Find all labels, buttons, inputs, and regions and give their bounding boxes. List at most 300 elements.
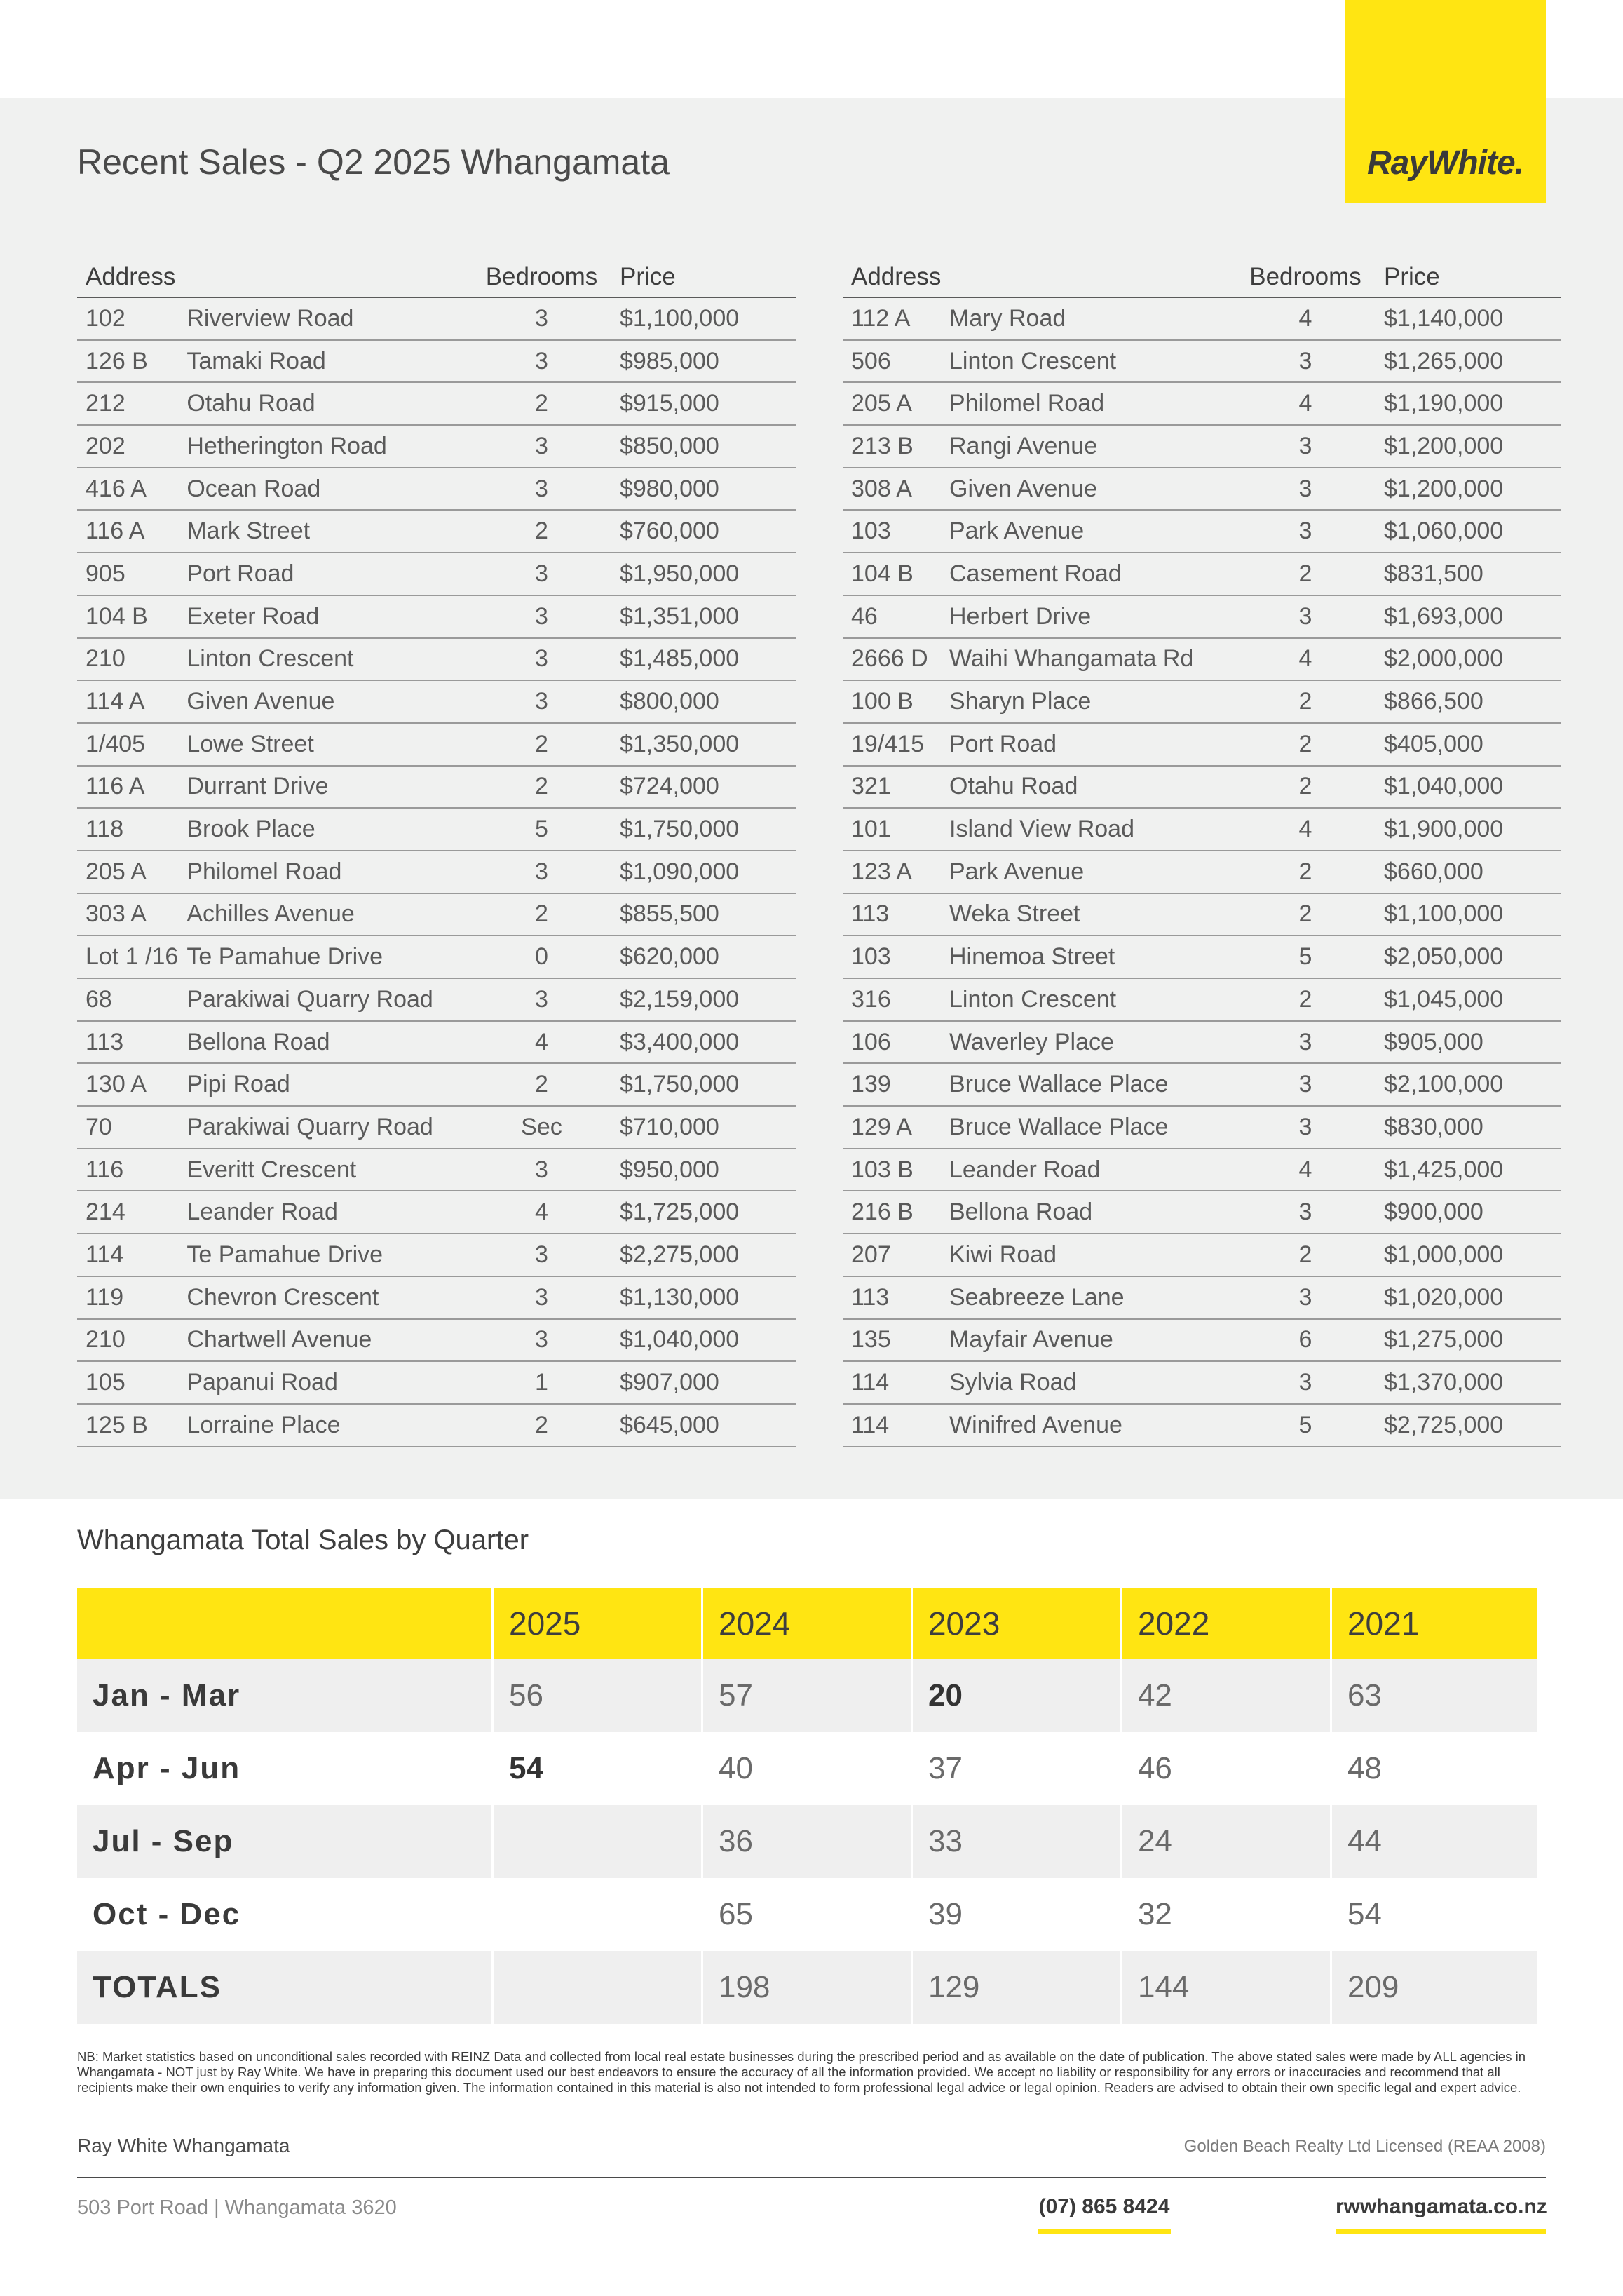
table-row	[843, 808, 1561, 851]
price-cell: $2,725,000	[1376, 1404, 1561, 1447]
bedrooms-cell: 4	[1235, 382, 1376, 425]
quarter-value-cell: 48	[1347, 1751, 1382, 1785]
table-row	[843, 595, 1561, 638]
address-number-cell: 104 B	[77, 595, 178, 638]
table-row	[77, 1021, 796, 1064]
bedrooms-cell: 3	[1235, 1361, 1376, 1404]
table-row	[77, 766, 796, 809]
quarter-value-cell: 33	[913, 1805, 1122, 1878]
price-cell: $831,500	[1376, 553, 1561, 595]
street-name-cell: Hetherington Road	[178, 425, 472, 468]
address-number-cell: 19/415	[843, 723, 941, 766]
bedrooms-cell: Sec	[472, 1106, 611, 1149]
bedrooms-cell: 3	[472, 340, 611, 383]
quarter-value-cell	[494, 1951, 703, 2024]
street-name-cell: Leander Road	[941, 1149, 1235, 1191]
bedrooms-cell: 0	[472, 936, 611, 978]
address-number-cell: 130 A	[77, 1063, 178, 1106]
quarter-label-cell: Jan - Mar	[77, 1659, 494, 1732]
price-cell: $1,060,000	[1376, 510, 1561, 553]
street-name-cell: Brook Place	[178, 808, 472, 851]
address-number-cell: 303 A	[77, 893, 178, 936]
table-row	[77, 1063, 796, 1106]
quarterly-row	[77, 1878, 1537, 1951]
street-name-cell: Otahu Road	[941, 766, 1235, 809]
quarterly-rows	[77, 1659, 1537, 2024]
table-row	[77, 978, 796, 1021]
table-row	[77, 851, 796, 893]
address-number-cell: 103	[843, 936, 941, 978]
recent-sales-left-rows	[77, 297, 796, 1447]
quarter-label-cell: TOTALS	[77, 1951, 494, 2024]
street-name-cell: Exeter Road	[178, 595, 472, 638]
quarter-value-cell: 129	[913, 1951, 1122, 2024]
price-cell: $900,000	[1376, 1191, 1561, 1234]
table-row	[843, 1021, 1561, 1064]
street-name-cell: Te Pamahue Drive	[178, 1234, 472, 1276]
quarter-value-cell: 198	[703, 1951, 913, 2024]
price-cell: $980,000	[611, 468, 796, 511]
address-number-cell: 135	[843, 1319, 941, 1362]
quarterly-row	[77, 1732, 1537, 1805]
table-row	[843, 1234, 1561, 1276]
price-cell: $1,350,000	[611, 723, 796, 766]
table-row	[77, 1361, 796, 1404]
bedrooms-cell: 4	[472, 1191, 611, 1234]
quarter-value-cell: 56	[494, 1659, 703, 1732]
quarter-value-cell: 209	[1332, 1951, 1537, 2024]
table-row	[77, 638, 796, 681]
table-row	[77, 1191, 796, 1234]
street-name-cell: Sharyn Place	[941, 680, 1235, 723]
address-number-cell: 68	[77, 978, 178, 1021]
price-cell: $1,425,000	[1376, 1149, 1561, 1191]
bedrooms-cell: 3	[472, 595, 611, 638]
address-number-cell: 114	[77, 1234, 178, 1276]
quarter-value-cell: 36	[703, 1805, 913, 1878]
address-number-cell: 139	[843, 1063, 941, 1106]
address-number-cell: 126 B	[77, 340, 178, 383]
table-row	[843, 936, 1561, 978]
price-cell: $2,275,000	[611, 1234, 796, 1276]
address-number-cell: 123 A	[843, 851, 941, 893]
table-row	[843, 468, 1561, 511]
address-number-cell: 113	[843, 1276, 941, 1319]
table-row	[843, 553, 1561, 595]
address-number-cell: 125 B	[77, 1404, 178, 1447]
bedrooms-cell: 4	[1235, 1149, 1376, 1191]
address-number-cell: 116	[77, 1149, 178, 1191]
street-name-cell: Herbert Drive	[941, 595, 1235, 638]
street-name-cell: Seabreeze Lane	[941, 1276, 1235, 1319]
quarter-value-cell: 32	[1122, 1878, 1332, 1951]
table-row	[77, 1404, 796, 1447]
year-header: 2022	[1122, 1588, 1332, 1659]
table-row	[77, 680, 796, 723]
street-name-cell: Casement Road	[941, 553, 1235, 595]
address-number-cell: 104 B	[843, 553, 941, 595]
price-cell: $645,000	[611, 1404, 796, 1447]
table-row	[843, 1106, 1561, 1149]
page-title: Recent Sales - Q2 2025 Whangamata	[77, 142, 670, 182]
bedrooms-cell: 3	[1235, 468, 1376, 511]
address-number-cell: 100 B	[843, 680, 941, 723]
address-number-cell: 113	[843, 893, 941, 936]
address-number-cell: 101	[843, 808, 941, 851]
street-name-cell: Te Pamahue Drive	[178, 936, 472, 978]
table-row	[77, 893, 796, 936]
disclaimer-text: NB: Market statistics based on unconditional sales recorded with REINZ Data and collected from local real estate businesses during the prescribed period and as available on the date of publication. The above stated sales were made by ALL agencies in Whangamata - NOT just by Ray White. We have in preparing this document used our best endeavors to ensure the accuracy of all the information provided. We accept no liability or responsibility for any errors or inaccuracies and recommend that all recipients make their own enquiries to verify any information given. The information contained in this material is also not intended to form professional legal advice or legal opinion. Readers are advised to obtain their own specific legal and expert advice.	[77, 2049, 1526, 2095]
street-name-cell: Philomel Road	[178, 851, 472, 893]
quarterly-sales-table	[77, 1588, 1537, 2024]
bedrooms-cell: 5	[1235, 936, 1376, 978]
table-row	[77, 936, 796, 978]
quarter-value-cell: 24	[1122, 1805, 1332, 1878]
footer-address: 503 Port Road | Whangamata 3620	[77, 2196, 397, 2219]
address-number-cell: 116 A	[77, 510, 178, 553]
price-cell: $915,000	[611, 382, 796, 425]
quarter-label-cell: Apr - Jun	[77, 1732, 494, 1805]
ray-white-logo	[1345, 0, 1546, 203]
address-number-cell: 112 A	[843, 297, 941, 340]
bedrooms-cell: 2	[1235, 851, 1376, 893]
table-header-row	[77, 257, 796, 297]
street-name-cell: Linton Crescent	[941, 340, 1235, 383]
price-cell: $710,000	[611, 1106, 796, 1149]
address-number-cell: 205 A	[77, 851, 178, 893]
street-name-cell: Port Road	[941, 723, 1235, 766]
bedrooms-cell: 2	[472, 723, 611, 766]
price-cell: $1,000,000	[1376, 1234, 1561, 1276]
address-number-cell: 416 A	[77, 468, 178, 511]
bedrooms-cell: 3	[1235, 1063, 1376, 1106]
price-cell: $1,090,000	[611, 851, 796, 893]
price-cell: $1,265,000	[1376, 340, 1561, 383]
street-name-cell: Pipi Road	[178, 1063, 472, 1106]
bedrooms-cell: 5	[1235, 1404, 1376, 1447]
street-name-cell: Parakiwai Quarry Road	[178, 978, 472, 1021]
bedrooms-cell: 2	[472, 1404, 611, 1447]
bedrooms-cell: 2	[1235, 680, 1376, 723]
table-row	[77, 510, 796, 553]
price-cell: $2,050,000	[1376, 936, 1561, 978]
table-row	[843, 1361, 1561, 1404]
table-row	[843, 893, 1561, 936]
quarter-label-cell: Jul - Sep	[77, 1805, 494, 1878]
logo-text: RayWhite.	[1366, 144, 1524, 182]
quarter-value-cell: 54	[494, 1732, 703, 1805]
table-row	[843, 425, 1561, 468]
table-row	[843, 851, 1561, 893]
price-column-header: Price	[1376, 257, 1561, 297]
bedrooms-cell: 3	[472, 1276, 611, 1319]
quarter-value-cell	[494, 1878, 703, 1951]
price-cell: $1,370,000	[1376, 1361, 1561, 1404]
bedrooms-cell: 4	[1235, 808, 1376, 851]
price-cell: $2,000,000	[1376, 638, 1561, 681]
street-name-cell: Bruce Wallace Place	[941, 1063, 1235, 1106]
footer-phone-link[interactable]: (07) 865 8424	[1038, 2195, 1171, 2234]
bedrooms-cell: 3	[472, 978, 611, 1021]
price-cell: $2,159,000	[611, 978, 796, 1021]
table-row	[843, 1276, 1561, 1319]
bedrooms-cell: 2	[472, 510, 611, 553]
year-header: 2023	[913, 1588, 1122, 1659]
address-number-cell: 116 A	[77, 766, 178, 809]
quarter-value-cell	[494, 1805, 703, 1878]
bedrooms-cell: 3	[1235, 425, 1376, 468]
bedrooms-cell: 2	[1235, 978, 1376, 1021]
table-row	[843, 297, 1561, 340]
street-name-cell: Parakiwai Quarry Road	[178, 1106, 472, 1149]
price-cell: $1,750,000	[611, 1063, 796, 1106]
table-row	[843, 723, 1561, 766]
bedrooms-cell: 3	[1235, 510, 1376, 553]
recent-sales-right-rows	[843, 297, 1561, 1447]
address-number-cell: 114	[843, 1361, 941, 1404]
quarter-value-cell: 65	[703, 1878, 913, 1951]
quarter-value-cell: 46	[1122, 1732, 1332, 1805]
bedrooms-cell: 3	[472, 680, 611, 723]
bedrooms-cell: 1	[472, 1361, 611, 1404]
price-cell: $1,750,000	[611, 808, 796, 851]
quarter-value-cell: 42	[1122, 1659, 1332, 1732]
price-cell: $724,000	[611, 766, 796, 809]
price-cell: $1,100,000	[1376, 893, 1561, 936]
address-number-cell: 118	[77, 808, 178, 851]
quarterly-sales-title: Whangamata Total Sales by Quarter	[77, 1525, 529, 1555]
footer-brand: Ray White Whangamata	[77, 2135, 290, 2156]
street-name-cell: Park Avenue	[941, 851, 1235, 893]
bedrooms-cell: 3	[472, 1234, 611, 1276]
price-cell: $850,000	[611, 425, 796, 468]
street-name-cell: Bellona Road	[178, 1021, 472, 1064]
street-name-cell: Lorraine Place	[178, 1404, 472, 1447]
street-name-cell: Port Road	[178, 553, 472, 595]
table-row	[77, 1106, 796, 1149]
bedrooms-cell: 3	[472, 851, 611, 893]
address-number-cell: 1/405	[77, 723, 178, 766]
table-row	[77, 382, 796, 425]
quarterly-row	[77, 1951, 1537, 2024]
table-row	[843, 978, 1561, 1021]
table-row	[843, 1149, 1561, 1191]
address-number-cell: 105	[77, 1361, 178, 1404]
bedrooms-column-header: Bedrooms	[472, 257, 611, 297]
bedrooms-cell: 4	[1235, 638, 1376, 681]
quarter-value-cell: 144	[1122, 1951, 1332, 2024]
address-number-cell: 202	[77, 425, 178, 468]
quarter-value-cell: 63	[1332, 1659, 1537, 1732]
bedrooms-cell: 3	[1235, 1021, 1376, 1064]
table-row	[843, 1319, 1561, 1362]
table-row	[77, 1234, 796, 1276]
price-cell: $1,950,000	[611, 553, 796, 595]
street-name-cell: Chartwell Avenue	[178, 1319, 472, 1362]
table-row	[843, 1404, 1561, 1447]
bedrooms-cell: 2	[1235, 553, 1376, 595]
street-name-cell: Weka Street	[941, 893, 1235, 936]
price-cell: $1,130,000	[611, 1276, 796, 1319]
address-number-cell: 103 B	[843, 1149, 941, 1191]
footer-licence: Golden Beach Realty Ltd Licensed (REAA 2008)	[1183, 2137, 1546, 2156]
quarter-value-cell: 39	[913, 1878, 1122, 1951]
quarterly-header-row	[77, 1588, 1537, 1659]
street-name-cell: Mayfair Avenue	[941, 1319, 1235, 1362]
table-row	[843, 382, 1561, 425]
address-number-cell: 103	[843, 510, 941, 553]
address-number-cell: 129 A	[843, 1106, 941, 1149]
price-cell: $950,000	[611, 1149, 796, 1191]
street-name-cell: Waverley Place	[941, 1021, 1235, 1064]
bedrooms-cell: 6	[1235, 1319, 1376, 1362]
address-number-cell: 210	[77, 1319, 178, 1362]
price-cell: $830,000	[1376, 1106, 1561, 1149]
street-name-cell: Riverview Road	[178, 297, 472, 340]
street-name-cell: Waihi Whangamata Rd	[941, 638, 1235, 681]
table-header-row	[843, 257, 1561, 297]
bedrooms-cell: 3	[1235, 1276, 1376, 1319]
bedrooms-cell: 3	[472, 425, 611, 468]
address-number-cell: 214	[77, 1191, 178, 1234]
bedrooms-cell: 2	[1235, 723, 1376, 766]
street-name-cell: Given Avenue	[941, 468, 1235, 511]
street-name-cell: Otahu Road	[178, 382, 472, 425]
street-name-cell: Papanui Road	[178, 1361, 472, 1404]
quarter-value-cell: 44	[1332, 1805, 1537, 1878]
street-name-cell: Linton Crescent	[941, 978, 1235, 1021]
price-cell: $1,040,000	[1376, 766, 1561, 809]
table-row	[843, 340, 1561, 383]
price-cell: $1,020,000	[1376, 1276, 1561, 1319]
bedrooms-cell: 4	[1235, 297, 1376, 340]
year-header: 2025	[494, 1588, 703, 1659]
address-column-header: Address	[77, 257, 472, 297]
table-row	[843, 510, 1561, 553]
street-name-cell: Philomel Road	[941, 382, 1235, 425]
bedrooms-cell: 2	[1235, 893, 1376, 936]
bedrooms-cell: 3	[1235, 1191, 1376, 1234]
price-cell: $1,140,000	[1376, 297, 1561, 340]
address-number-cell: 70	[77, 1106, 178, 1149]
table-row	[843, 766, 1561, 809]
footer-divider	[77, 2177, 1546, 2178]
quarter-value-cell: 57	[703, 1659, 913, 1732]
address-number-cell: 207	[843, 1234, 941, 1276]
bedrooms-cell: 3	[472, 468, 611, 511]
street-name-cell: Hinemoa Street	[941, 936, 1235, 978]
price-cell: $866,500	[1376, 680, 1561, 723]
table-row	[843, 680, 1561, 723]
street-name-cell: Mark Street	[178, 510, 472, 553]
price-cell: $1,900,000	[1376, 808, 1561, 851]
price-cell: $1,200,000	[1376, 425, 1561, 468]
table-row	[843, 1191, 1561, 1234]
price-cell: $1,485,000	[611, 638, 796, 681]
price-cell: $1,725,000	[611, 1191, 796, 1234]
table-row	[77, 553, 796, 595]
street-name-cell: Bruce Wallace Place	[941, 1106, 1235, 1149]
price-cell: $660,000	[1376, 851, 1561, 893]
bedrooms-cell: 3	[472, 553, 611, 595]
recent-sales-table-right	[843, 257, 1561, 1447]
price-cell: $1,190,000	[1376, 382, 1561, 425]
bedrooms-cell: 3	[472, 1319, 611, 1362]
recent-sales-table-left	[77, 257, 796, 1447]
price-column-header: Price	[611, 257, 796, 297]
address-number-cell: 114 A	[77, 680, 178, 723]
street-name-cell: Mary Road	[941, 297, 1235, 340]
address-number-cell: 212	[77, 382, 178, 425]
bedrooms-cell: 2	[472, 382, 611, 425]
quarter-value-cell: 37	[913, 1732, 1122, 1805]
table-row	[77, 808, 796, 851]
address-number-cell: 213 B	[843, 425, 941, 468]
table-row	[77, 1319, 796, 1362]
price-cell: $620,000	[611, 936, 796, 978]
quarterly-row	[77, 1805, 1537, 1878]
table-row	[77, 468, 796, 511]
bedrooms-column-header: Bedrooms	[1235, 257, 1376, 297]
price-cell: $1,100,000	[611, 297, 796, 340]
quarter-value-cell: 40	[703, 1732, 913, 1805]
address-number-cell: 2666 D	[843, 638, 941, 681]
street-name-cell: Linton Crescent	[178, 638, 472, 681]
price-cell: $2,100,000	[1376, 1063, 1561, 1106]
street-name-cell: Bellona Road	[941, 1191, 1235, 1234]
price-cell: $760,000	[611, 510, 796, 553]
address-number-cell: 905	[77, 553, 178, 595]
bedrooms-cell: 2	[1235, 1234, 1376, 1276]
street-name-cell: Park Avenue	[941, 510, 1235, 553]
street-name-cell: Rangi Avenue	[941, 425, 1235, 468]
quarter-label-cell: Oct - Dec	[77, 1878, 494, 1951]
table-row	[77, 1276, 796, 1319]
table-row	[77, 425, 796, 468]
table-row	[77, 595, 796, 638]
price-cell: $907,000	[611, 1361, 796, 1404]
street-name-cell: Achilles Avenue	[178, 893, 472, 936]
footer-website-link[interactable]: rwwhangamata.co.nz	[1336, 2195, 1546, 2234]
street-name-cell: Lowe Street	[178, 723, 472, 766]
bedrooms-cell: 2	[1235, 766, 1376, 809]
price-cell: $1,693,000	[1376, 595, 1561, 638]
table-row	[843, 638, 1561, 681]
address-number-cell: 113	[77, 1021, 178, 1064]
street-name-cell: Ocean Road	[178, 468, 472, 511]
table-row	[843, 1063, 1561, 1106]
price-cell: $855,500	[611, 893, 796, 936]
street-name-cell: Durrant Drive	[178, 766, 472, 809]
quarter-label-header	[77, 1588, 494, 1659]
year-header: 2024	[703, 1588, 913, 1659]
quarterly-row	[77, 1659, 1537, 1732]
bedrooms-cell: 3	[1235, 340, 1376, 383]
table-row	[77, 1149, 796, 1191]
street-name-cell: Sylvia Road	[941, 1361, 1235, 1404]
bedrooms-cell: 3	[472, 638, 611, 681]
bedrooms-cell: 3	[1235, 595, 1376, 638]
price-cell: $1,275,000	[1376, 1319, 1561, 1362]
year-header: 2021	[1332, 1588, 1537, 1659]
street-name-cell: Everitt Crescent	[178, 1149, 472, 1191]
address-number-cell: 210	[77, 638, 178, 681]
price-cell: $1,200,000	[1376, 468, 1561, 511]
price-cell: $3,400,000	[611, 1021, 796, 1064]
table-row	[77, 723, 796, 766]
price-cell: $405,000	[1376, 723, 1561, 766]
bedrooms-cell: 3	[1235, 1106, 1376, 1149]
